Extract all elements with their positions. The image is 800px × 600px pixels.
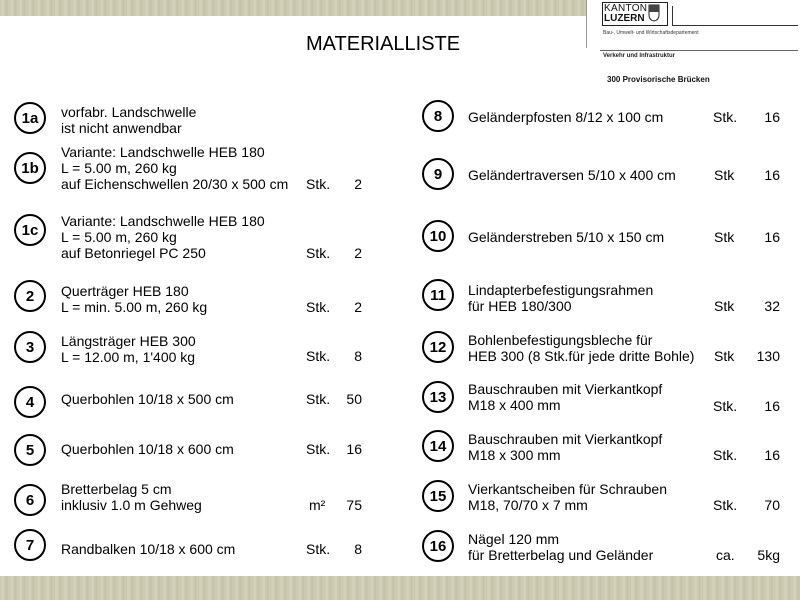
- item-description-line: auf Betonriegel PC 250: [61, 245, 206, 261]
- division-name: Verkehr und Infrastruktur: [603, 53, 676, 59]
- item-number-badge: 6: [14, 484, 46, 516]
- item-number-badge: 16: [422, 530, 454, 562]
- item-number-badge: 7: [14, 529, 46, 561]
- item-number-badge: 12: [422, 331, 454, 363]
- item-quantity: 50: [346, 391, 362, 407]
- logo-text-kanton: KANTON: [604, 3, 648, 14]
- item-description-line: Lindapterbefestigungsrahmen: [468, 282, 654, 298]
- section-name: 300 Provisorische Brücken: [607, 75, 710, 84]
- item-description-line: inklusiv 1.0 m Gehweg: [61, 497, 202, 513]
- bottom-decorative-band: [0, 576, 800, 600]
- item-unit: Stk.: [306, 441, 331, 457]
- item-description-line: Bohlenbefestigungsbleche für: [468, 332, 653, 348]
- item-unit: m²: [309, 497, 326, 513]
- item-unit: Stk: [714, 167, 735, 183]
- item-quantity: 16: [346, 441, 362, 457]
- item-quantity: 70: [764, 497, 780, 513]
- item-description-line: Längsträger HEB 300: [61, 333, 196, 349]
- item-number-badge: 14: [422, 430, 454, 462]
- item-quantity: 8: [354, 541, 362, 557]
- item-description-line: Querträger HEB 180: [61, 283, 189, 299]
- item-number-badge: 1b: [14, 152, 46, 184]
- item-description-line: M18, 70/70 x 7 mm: [468, 497, 588, 513]
- item-description-line: L = min. 5.00 m, 260 kg: [61, 299, 208, 315]
- item-description-line: Geländertraversen 5/10 x 400 cm: [468, 167, 676, 183]
- item-number-badge: 8: [422, 100, 454, 132]
- item-description-line: Geländerstreben 5/10 x 150 cm: [468, 229, 665, 245]
- item-quantity: 2: [354, 245, 362, 261]
- item-quantity: 16: [764, 398, 780, 414]
- item-description-line: L = 12.00 m, 1'400 kg: [61, 349, 196, 365]
- item-unit: Stk.: [713, 497, 738, 513]
- item-unit: Stk: [714, 298, 735, 314]
- item-number-badge: 1a: [14, 102, 46, 134]
- item-number-badge: 9: [422, 158, 454, 190]
- item-unit: Stk: [714, 229, 735, 245]
- logo-text-luzern: LUZERN: [604, 13, 645, 24]
- item-description-line: Vierkantscheiben für Schrauben: [468, 481, 667, 497]
- item-description-line: Querbohlen 10/18 x 500 cm: [61, 391, 234, 407]
- item-description-line: ist nicht anwendbar: [61, 120, 182, 136]
- item-description-line: Variante: Landschwelle HEB 180: [61, 213, 265, 229]
- item-number-badge: 11: [422, 279, 454, 311]
- item-description-line: Querbohlen 10/18 x 600 cm: [61, 441, 234, 457]
- item-quantity: 5kg: [757, 547, 780, 563]
- item-quantity: 130: [756, 348, 780, 364]
- item-description-line: für Bretterbelag und Geländer: [468, 547, 654, 563]
- item-number-badge: 3: [14, 331, 46, 363]
- item-description-line: Geländerpfosten 8/12 x 100 cm: [468, 109, 664, 125]
- item-unit: Stk.: [306, 541, 331, 557]
- item-quantity: 75: [346, 497, 362, 513]
- item-number-badge: 5: [14, 434, 46, 466]
- header-divider: [600, 50, 798, 51]
- item-description-line: M18 x 300 mm: [468, 447, 561, 463]
- item-description-line: Bretterbelag 5 cm: [61, 481, 172, 497]
- item-description-line: L = 5.00 m, 260 kg: [61, 229, 177, 245]
- department-name: Bau-, Umwelt- und Wirtschaftsdepartement: [603, 30, 699, 36]
- item-unit: Stk: [714, 348, 735, 364]
- item-description-line: Randbalken 10/18 x 600 cm: [61, 541, 236, 557]
- item-description-line: Nägel 120 mm: [468, 531, 560, 547]
- item-description-line: Bauschrauben mit Vierkantkopf: [468, 431, 663, 447]
- item-unit: Stk.: [306, 299, 331, 315]
- item-unit: Stk.: [306, 348, 331, 364]
- item-description-line: vorfabr. Landschwelle: [61, 104, 197, 120]
- item-unit: Stk.: [306, 391, 331, 407]
- item-unit: Stk.: [713, 109, 738, 125]
- item-unit: Stk.: [306, 176, 331, 192]
- item-number-badge: 13: [422, 381, 454, 413]
- item-quantity: 16: [764, 167, 780, 183]
- item-quantity: 2: [354, 299, 362, 315]
- item-number-badge: 1c: [14, 214, 46, 246]
- item-unit: Stk.: [713, 447, 738, 463]
- item-quantity: 32: [764, 298, 780, 314]
- item-description-line: für HEB 180/300: [468, 298, 572, 314]
- logo-rule: [672, 6, 798, 26]
- item-unit: ca.: [716, 547, 735, 563]
- item-quantity: 2: [354, 176, 362, 192]
- item-description-line: auf Eichenschwellen 20/30 x 500 cm: [61, 176, 289, 192]
- item-quantity: 8: [354, 348, 362, 364]
- item-unit: Stk.: [306, 245, 331, 261]
- item-quantity: 16: [764, 109, 780, 125]
- item-description-line: Bauschrauben mit Vierkantkopf: [468, 381, 663, 397]
- item-description-line: M18 x 400 mm: [468, 397, 561, 413]
- item-unit: Stk.: [713, 398, 738, 414]
- item-number-badge: 10: [422, 220, 454, 252]
- item-quantity: 16: [764, 447, 780, 463]
- item-description-line: L = 5.00 m, 260 kg: [61, 160, 177, 176]
- item-description-line: Variante: Landschwelle HEB 180: [61, 144, 265, 160]
- item-description-line: HEB 300 (8 Stk.für jede dritte Bohle): [468, 348, 695, 364]
- item-number-badge: 4: [14, 386, 46, 418]
- item-number-badge: 2: [14, 280, 46, 312]
- page-title: MATERIALLISTE: [306, 33, 461, 55]
- coat-of-arms-icon: [648, 4, 660, 22]
- item-quantity: 16: [764, 229, 780, 245]
- item-number-badge: 15: [422, 480, 454, 512]
